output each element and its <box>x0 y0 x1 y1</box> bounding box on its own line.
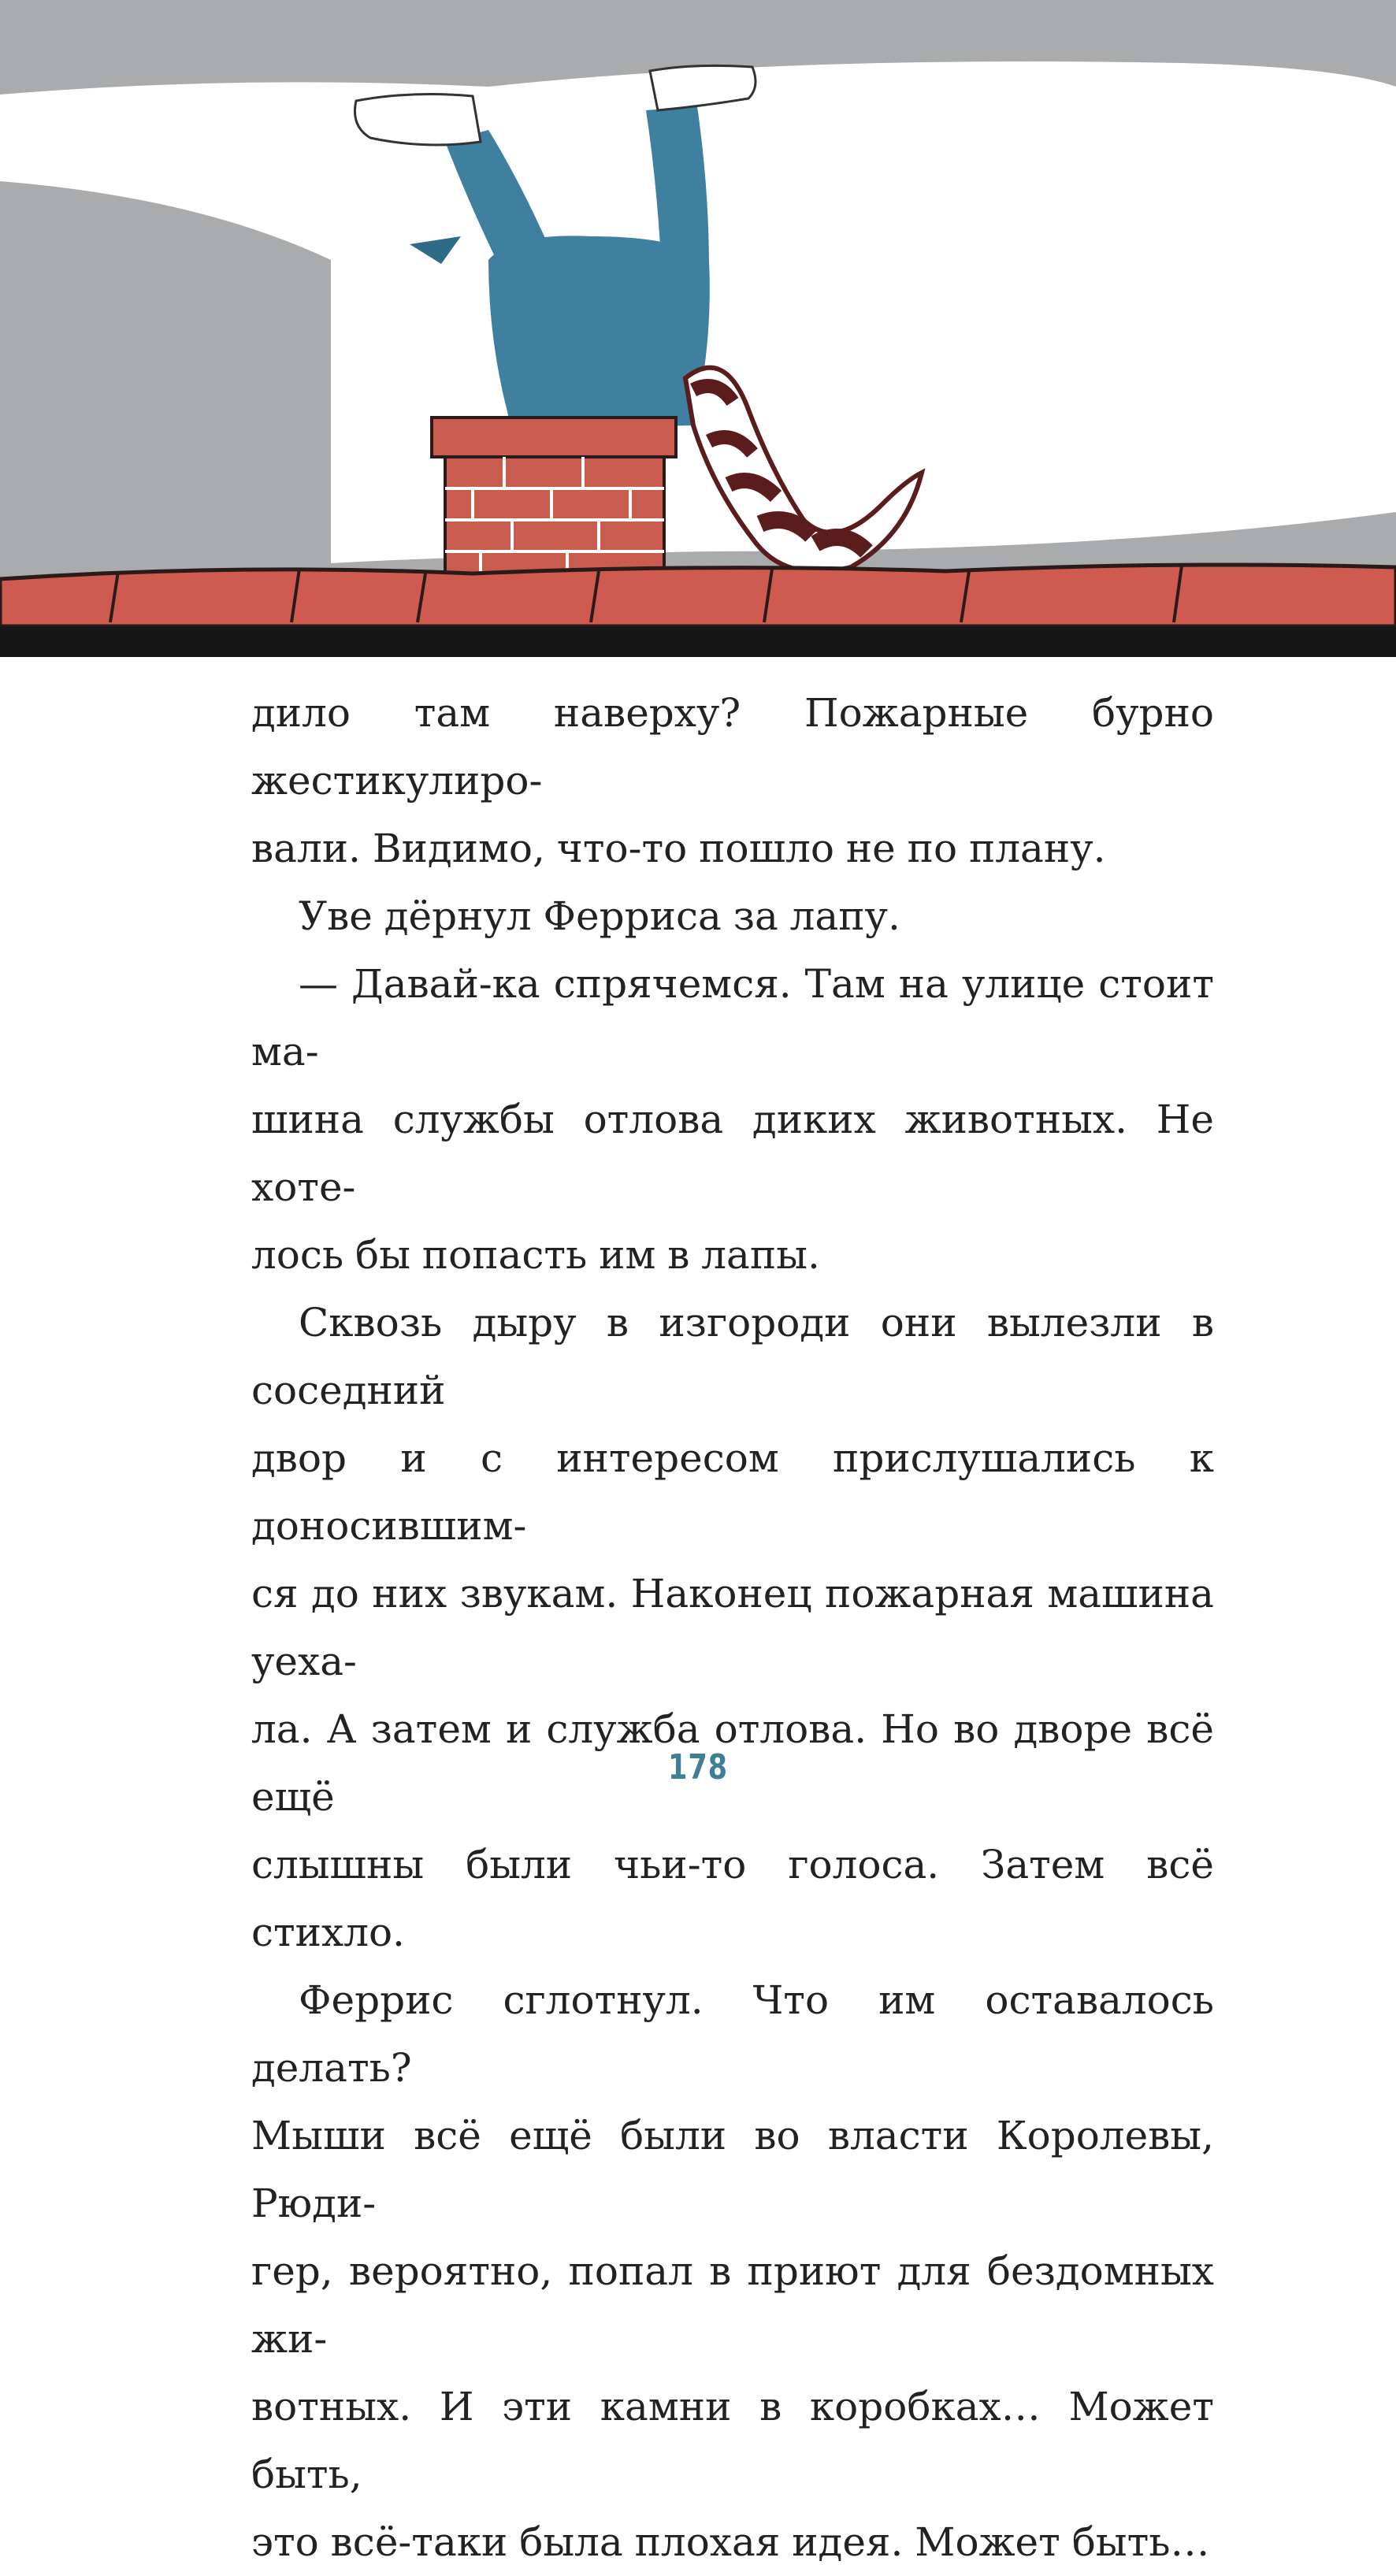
text-line: дило там наверху? Пожарные бурно жестикулиро- <box>251 690 1214 804</box>
roof-tiles <box>0 565 1396 626</box>
text-line: шина службы отлова диких животных. Не хоте- <box>251 1097 1214 1210</box>
raccoon-body <box>488 236 710 429</box>
text-line: вали. Видимо, что-то пошло не по плану. <box>251 826 1106 871</box>
text-line: двор и с интересом прислушались к доносившим- <box>251 1435 1214 1549</box>
text-line: это всё-таки была плохая идея. Может быть… <box>251 2519 1210 2565</box>
roof-shadow <box>0 626 1396 657</box>
paragraph-5 <box>251 1966 1214 2576</box>
paragraph-2 <box>251 882 1214 950</box>
paragraph-3 <box>251 950 1214 1289</box>
text-line: вотных. И эти камни в коробках… Может быть, <box>251 2384 1214 2497</box>
chimney-illustration <box>0 0 1396 657</box>
text-line: Феррис сглотнул. Что им оставалось делать? <box>251 1977 1214 2091</box>
text-line: Уве дёрнул Ферриса за лапу. <box>299 893 900 939</box>
paragraph-1 <box>251 679 1214 882</box>
paragraph-4 <box>251 1289 1214 1966</box>
chimney-cap <box>432 418 676 457</box>
story-text <box>251 679 1214 2576</box>
text-line: ла. А затем и служба отлова. Но во дворе всё ещё <box>251 1706 1214 1820</box>
text-line: ся до них звукам. Наконец пожарная машина уеха- <box>251 1571 1214 1684</box>
text-line: лось бы попасть им в лапы. <box>251 1232 820 1278</box>
text-line: Мыши всё ещё были во власти Королевы, Рюди- <box>251 2113 1214 2226</box>
text-line: — Давай-ка спрячемся. Там на улице стоит ма- <box>251 961 1214 1075</box>
text-line: Сквозь дыру в изгороди они вылезли в соседний <box>251 1300 1214 1413</box>
text-line: слышны были чьи-то голоса. Затем всё стихло. <box>251 1842 1214 1955</box>
left-paw <box>355 95 481 145</box>
text-line: гер, вероятно, попал в приют для бездомных жи- <box>251 2248 1214 2362</box>
page-number: 178 <box>668 1747 728 1787</box>
